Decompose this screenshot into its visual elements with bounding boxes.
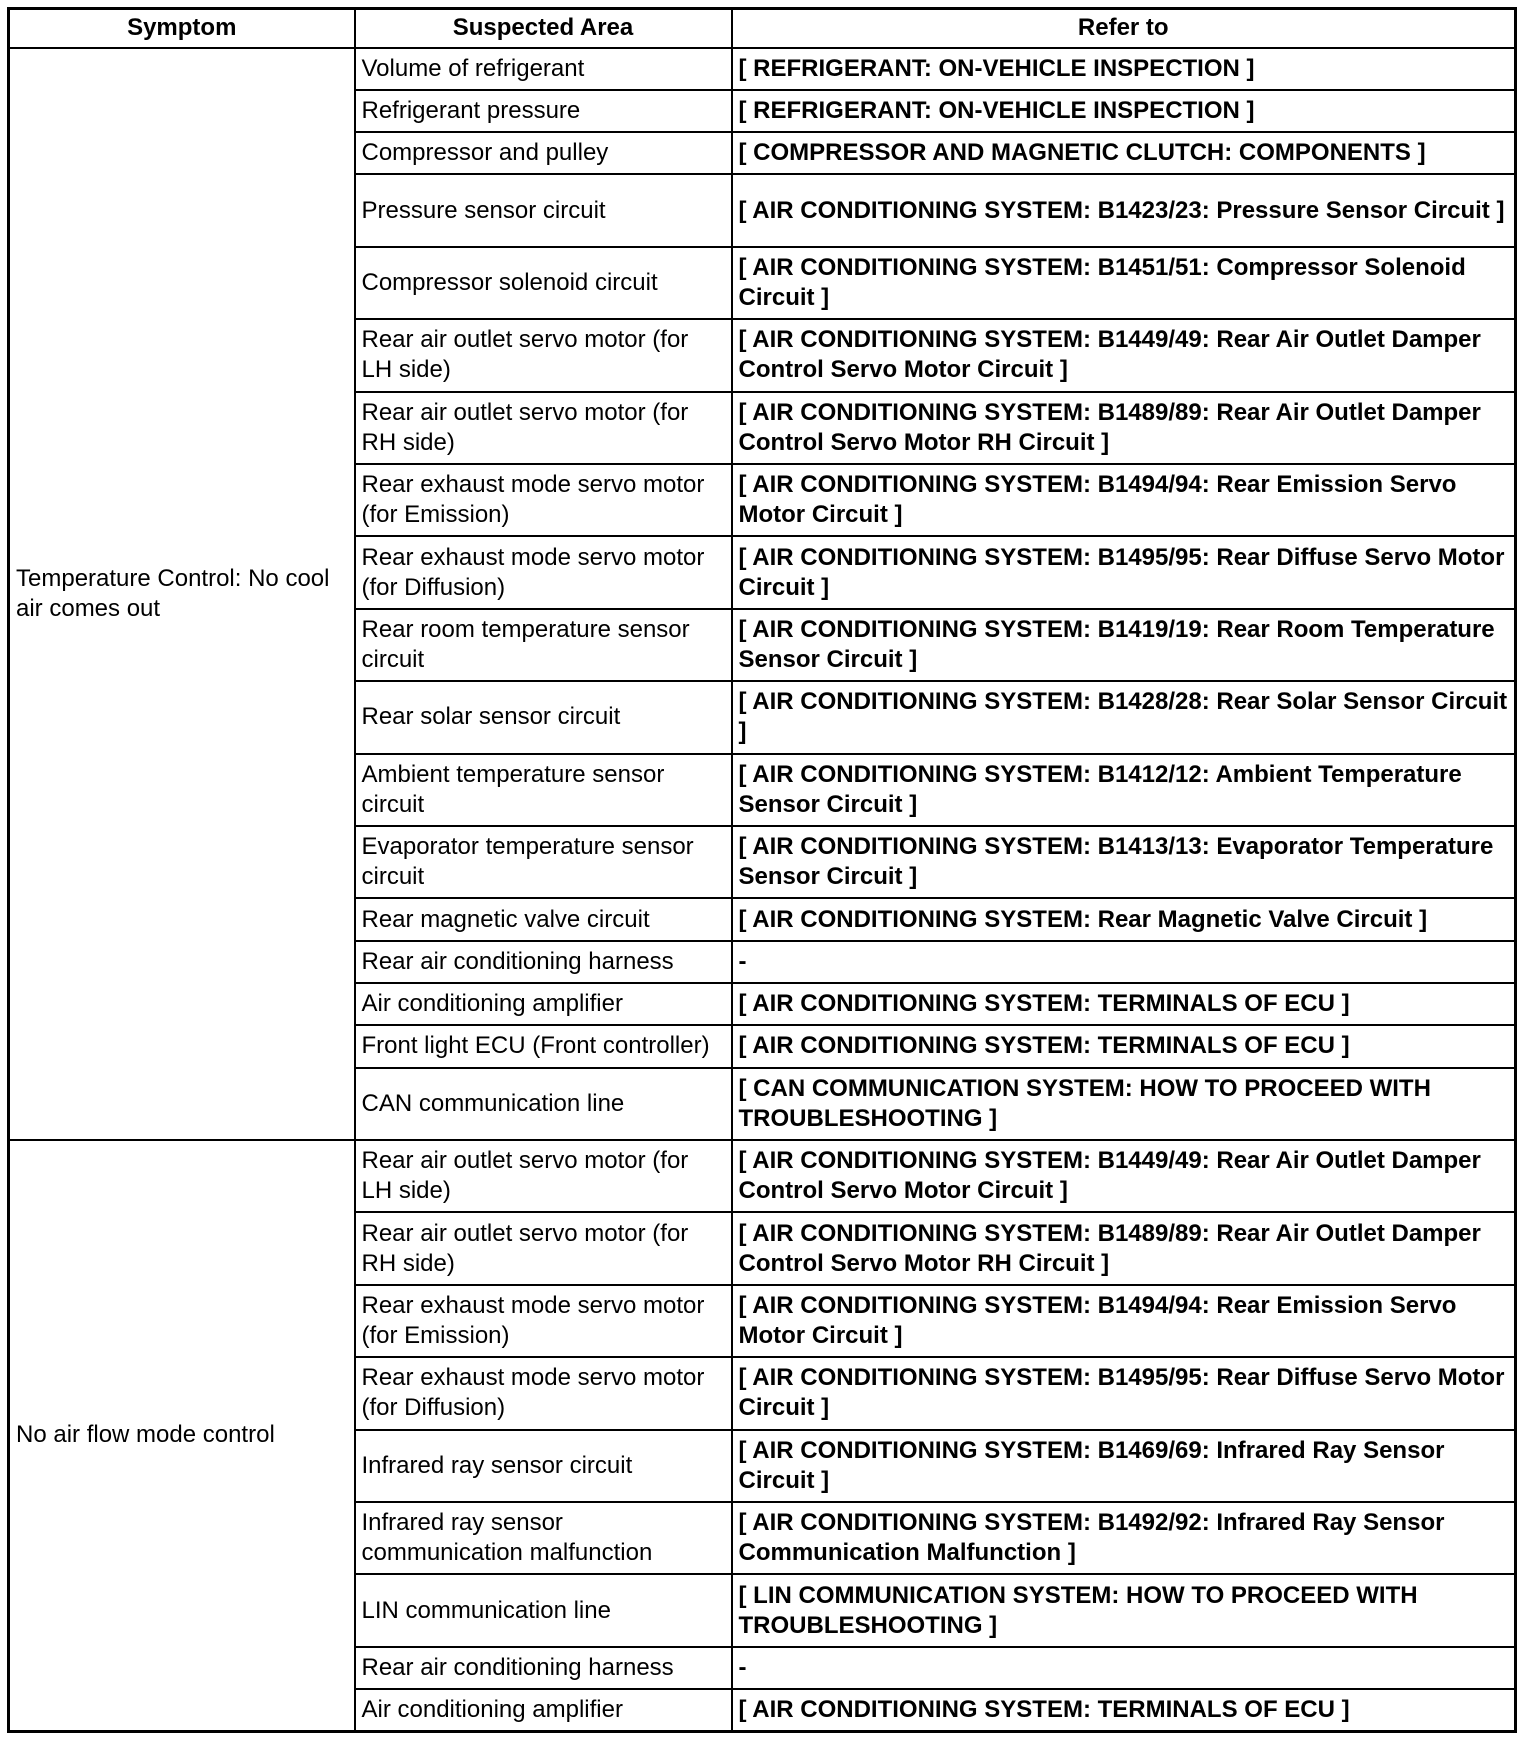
header-row <box>9 9 1516 48</box>
suspected-area-cell: Refrigerant pressure <box>355 90 732 132</box>
suspected-area-cell: Rear air conditioning harness <box>355 1647 732 1689</box>
refer-to-link[interactable]: [ AIR CONDITIONING SYSTEM: Rear Magnetic Valve Circuit ] <box>732 898 1516 940</box>
suspected-area-cell: Rear exhaust mode servo motor (for Emission) <box>355 1285 732 1357</box>
refer-to-link[interactable]: [ AIR CONDITIONING SYSTEM: B1451/51: Compressor Solenoid Circuit ] <box>732 247 1516 319</box>
refer-to-link[interactable]: [ REFRIGERANT: ON-VEHICLE INSPECTION ] <box>732 90 1516 132</box>
refer-to-link[interactable]: [ COMPRESSOR AND MAGNETIC CLUTCH: COMPONENTS ] <box>732 132 1516 174</box>
table-body <box>9 48 1516 1732</box>
suspected-area-cell: Air conditioning amplifier <box>355 1689 732 1731</box>
refer-to-link[interactable]: [ AIR CONDITIONING SYSTEM: B1495/95: Rear Diffuse Servo Motor Circuit ] <box>732 1357 1516 1429</box>
refer-to-link: - <box>732 941 1516 983</box>
suspected-area-cell: LIN communication line <box>355 1574 732 1646</box>
header-symptom: Symptom <box>9 9 355 48</box>
suspected-area-cell: Ambient temperature sensor circuit <box>355 754 732 826</box>
refer-to-link[interactable]: [ AIR CONDITIONING SYSTEM: B1494/94: Rear Emission Servo Motor Circuit ] <box>732 1285 1516 1357</box>
refer-to-link[interactable]: [ AIR CONDITIONING SYSTEM: B1413/13: Evaporator Temperature Sensor Circuit ] <box>732 826 1516 898</box>
suspected-area-cell: Evaporator temperature sensor circuit <box>355 826 732 898</box>
refer-to-link[interactable]: [ REFRIGERANT: ON-VEHICLE INSPECTION ] <box>732 48 1516 90</box>
suspected-area-cell: Rear air outlet servo motor (for RH side) <box>355 1212 732 1284</box>
refer-to-link[interactable]: [ AIR CONDITIONING SYSTEM: B1495/95: Rear Diffuse Servo Motor Circuit ] <box>732 536 1516 608</box>
refer-to-link[interactable]: [ AIR CONDITIONING SYSTEM: B1428/28: Rear Solar Sensor Circuit ] <box>732 681 1516 753</box>
header-refer-to: Refer to <box>732 9 1516 48</box>
refer-to-link[interactable]: [ AIR CONDITIONING SYSTEM: B1494/94: Rear Emission Servo Motor Circuit ] <box>732 464 1516 536</box>
refer-to-link[interactable]: [ AIR CONDITIONING SYSTEM: B1469/69: Infrared Ray Sensor Circuit ] <box>732 1430 1516 1502</box>
refer-to-link[interactable]: [ AIR CONDITIONING SYSTEM: B1423/23: Pressure Sensor Circuit ] <box>732 174 1516 246</box>
suspected-area-cell: Rear air conditioning harness <box>355 941 732 983</box>
refer-to-link[interactable]: [ AIR CONDITIONING SYSTEM: B1492/92: Infrared Ray Sensor Communication Malfunction ] <box>732 1502 1516 1574</box>
suspected-area-cell: Compressor solenoid circuit <box>355 247 732 319</box>
suspected-area-cell: Rear air outlet servo motor (for RH side) <box>355 392 732 464</box>
suspected-area-cell: Front light ECU (Front controller) <box>355 1025 732 1067</box>
table-row <box>9 48 1516 90</box>
refer-to-link[interactable]: [ AIR CONDITIONING SYSTEM: TERMINALS OF ECU ] <box>732 1689 1516 1731</box>
refer-to-link[interactable]: [ AIR CONDITIONING SYSTEM: TERMINALS OF ECU ] <box>732 1025 1516 1067</box>
refer-to-link[interactable]: [ AIR CONDITIONING SYSTEM: TERMINALS OF ECU ] <box>732 983 1516 1025</box>
suspected-area-cell: Rear solar sensor circuit <box>355 681 732 753</box>
suspected-area-cell: Rear exhaust mode servo motor (for Diffusion) <box>355 1357 732 1429</box>
suspected-area-cell: Compressor and pulley <box>355 132 732 174</box>
symptom-cell: No air flow mode control <box>9 1140 355 1732</box>
suspected-area-cell: Rear air outlet servo motor (for LH side) <box>355 319 732 391</box>
refer-to-link[interactable]: [ AIR CONDITIONING SYSTEM: B1449/49: Rear Air Outlet Damper Control Servo Motor Circuit ] <box>732 1140 1516 1212</box>
suspected-area-cell: Volume of refrigerant <box>355 48 732 90</box>
suspected-area-cell: Rear room temperature sensor circuit <box>355 609 732 681</box>
troubleshooting-table <box>7 7 1517 1733</box>
suspected-area-cell: Rear magnetic valve circuit <box>355 898 732 940</box>
suspected-area-cell: Rear exhaust mode servo motor (for Diffusion) <box>355 536 732 608</box>
refer-to-link[interactable]: [ AIR CONDITIONING SYSTEM: B1449/49: Rear Air Outlet Damper Control Servo Motor Circuit ] <box>732 319 1516 391</box>
suspected-area-cell: Air conditioning amplifier <box>355 983 732 1025</box>
suspected-area-cell: Rear exhaust mode servo motor (for Emission) <box>355 464 732 536</box>
refer-to-link[interactable]: [ AIR CONDITIONING SYSTEM: B1412/12: Ambient Temperature Sensor Circuit ] <box>732 754 1516 826</box>
refer-to-link[interactable]: [ LIN COMMUNICATION SYSTEM: HOW TO PROCEED WITH TROUBLESHOOTING ] <box>732 1574 1516 1646</box>
suspected-area-cell: Infrared ray sensor communication malfunction <box>355 1502 732 1574</box>
suspected-area-cell: CAN communication line <box>355 1068 732 1140</box>
suspected-area-cell: Pressure sensor circuit <box>355 174 732 246</box>
header-suspected-area: Suspected Area <box>355 9 732 48</box>
refer-to-link[interactable]: [ AIR CONDITIONING SYSTEM: B1419/19: Rear Room Temperature Sensor Circuit ] <box>732 609 1516 681</box>
table-row <box>9 1140 1516 1212</box>
refer-to-link: - <box>732 1647 1516 1689</box>
symptom-cell: Temperature Control: No cool air comes out <box>9 48 355 1140</box>
refer-to-link[interactable]: [ AIR CONDITIONING SYSTEM: B1489/89: Rear Air Outlet Damper Control Servo Motor RH Circuit ] <box>732 392 1516 464</box>
suspected-area-cell: Infrared ray sensor circuit <box>355 1430 732 1502</box>
refer-to-link[interactable]: [ CAN COMMUNICATION SYSTEM: HOW TO PROCEED WITH TROUBLESHOOTING ] <box>732 1068 1516 1140</box>
refer-to-link[interactable]: [ AIR CONDITIONING SYSTEM: B1489/89: Rear Air Outlet Damper Control Servo Motor RH Circuit ] <box>732 1212 1516 1284</box>
suspected-area-cell: Rear air outlet servo motor (for LH side) <box>355 1140 732 1212</box>
